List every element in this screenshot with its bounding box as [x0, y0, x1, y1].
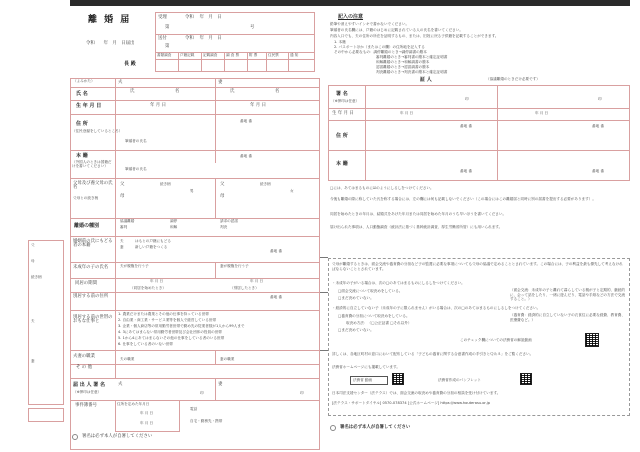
stub-husband: 夫 [31, 319, 35, 323]
witness-row-note: （※押印は任意） [331, 99, 360, 103]
row-name: 氏 名 [76, 91, 88, 97]
video-button-label: 法務省 動画 [353, 378, 373, 382]
occupation-3[interactable]: 3. 企業・個人商店等の常用勤労者世帯で勤め先の従業者数が1人から99人まで [118, 324, 245, 328]
stub-mother: 母 [31, 259, 35, 263]
row-other: そ の 他 [76, 365, 92, 370]
row-return: 婚姻前の氏にもどる者の本籍 [73, 239, 113, 249]
row-signature-note: （※押印は任意） [73, 390, 102, 394]
witness-seal-2: 印 [598, 97, 602, 101]
return-new[interactable]: 新しい戸籍をつくる [135, 245, 168, 249]
qr-code-video2-icon[interactable] [392, 373, 404, 385]
husband-job: 夫の職業 [120, 357, 135, 361]
wife-female: 女 [290, 189, 294, 193]
wife-mother: 母 [220, 194, 225, 199]
address-banchi: 番地 番 [240, 119, 252, 123]
witness-row-dob: 生 年 月 日 [332, 111, 354, 116]
children-text-13: 日本司法支援センター（法テラス）では、面会交流の取決めや養育費の分担の相談を受け付けています。 [332, 391, 501, 395]
honseki-banchi: 番地 番 [240, 154, 252, 158]
stub-father: 父 [31, 243, 35, 247]
row-children: 未成年の子の氏名 [73, 265, 109, 270]
qr-code-video-icon[interactable] [585, 333, 599, 347]
husband-father: 父 [120, 182, 125, 187]
husband-male: 男 [190, 189, 194, 193]
children-text-2[interactable]: □面会交流について取決めをしている。 [338, 289, 403, 293]
form-title: 離 婚 届 [88, 15, 132, 25]
witness-row-name: 署 名 [336, 91, 348, 97]
main-form-box [70, 78, 320, 450]
row-spouse-jobs: 夫妻の職業 [73, 354, 95, 359]
note-3: 1. 本籍 [334, 40, 346, 44]
divorce-type-2[interactable]: 審判 [120, 225, 128, 229]
note-4: 2. パスポートほか（またはこの欄）の住所地を記入する [334, 45, 425, 49]
return-original[interactable]: はもとの戸籍にもどる [135, 239, 171, 243]
received-date: 令和 年 月 日 [185, 15, 222, 20]
divorce-type-0[interactable]: 協議離婚 [120, 219, 135, 223]
sign-husband[interactable]: 夫 [118, 382, 123, 387]
divorce-type-1[interactable]: 調停 [170, 219, 178, 223]
return-husband[interactable]: 夫 [120, 239, 124, 243]
row-address-note: （住民登録をしているところ） [72, 129, 123, 133]
date-box-husband[interactable]: 年 月 日 [140, 411, 154, 415]
witness-hon-banchi-2: 番地 番 [592, 169, 604, 173]
husband-mother: 母 [120, 194, 125, 199]
witness-title: 証 人 [420, 77, 432, 83]
stub-bottom [28, 408, 64, 422]
note-0: 鉛筆や消えやすいインキで書かないでください。 [330, 22, 410, 26]
row-household-work: 別居する前の世帯のおもな仕事と [73, 315, 113, 325]
check-line-2: 同居を始めたときの年月は、結婚式をあげた年月または同居を始めた年月のうち早いほうを書いてください。 [330, 212, 507, 216]
husband-relation: 続き柄 [160, 182, 171, 186]
stub-relation: 続き柄 [31, 275, 42, 279]
kana-label: （よみかた） [73, 79, 95, 83]
husband-given[interactable]: 名 [175, 89, 180, 94]
check-line-1: 今後も離婚の際に称していた氏を称する場合には、左の欄には何も記載しないでください（この場合にはこの離婚届と同時に別の届書を提出する必要があります）。 [330, 197, 596, 201]
occupation-5[interactable]: 5. 1から4にあてはまらないその他の仕事をしている者のいる世帯 [118, 336, 225, 340]
children-husband: 夫が親権を行う子 [120, 264, 149, 268]
note-5: その中から必要なもの：調停離婚のとき→調停調書の謄本 [334, 50, 427, 54]
children-text-14: [法テラス・サポートダイヤル] 0570-078374 [公式ホームページ] https://www.houterasu.or.jp [332, 401, 491, 405]
witness-addr-banchi-2: 番地 番 [592, 124, 604, 128]
children-text-7[interactable]: 取決め方法：（□公正証書 □それ以外） [346, 321, 412, 325]
witness-hon-banchi-1: 番地 番 [460, 169, 472, 173]
date-box-wife[interactable]: 年 月 日 [140, 421, 154, 425]
row-honseki: 本 籍 [76, 153, 88, 159]
row-case-number: 事件簿番号 [75, 403, 97, 408]
wife-given[interactable]: 名 [275, 89, 280, 94]
children-text-3[interactable]: □まだ決めていない。 [338, 296, 374, 300]
children-text-4: （面会交流：未成年の子と離れて暮らしている親が子と定期的、継続的に、会って話をしたり、一緒に遊んだり、電話や手紙などの方法で交流すること。） [510, 288, 625, 302]
witness-dob-1[interactable]: 年 月 日 [400, 111, 414, 115]
address-head: 筆頭者の氏名 [125, 139, 147, 143]
row-divorce-type: 離婚の種別 [74, 223, 100, 229]
wife-job: 妻の職業 [220, 357, 235, 361]
occupation-4[interactable]: 4. 3にあてはまらない常用勤労者世帯及び会社団体の役員の世帯 [118, 330, 222, 334]
check-header-6: 通 知 [290, 53, 299, 57]
wife-col: 妻 [218, 80, 223, 85]
husband-surname[interactable]: 氏 [130, 89, 135, 94]
children-text-5: ・経済的に自立していない子（未成年の子に限られません）がいる場合は、次の□のあてはまるものにしるしをつけてください。 [332, 306, 541, 310]
sign-wife[interactable]: 妻 [218, 382, 223, 387]
witness-addr-banchi-1: 番地 番 [460, 124, 472, 128]
witness-dob-2[interactable]: 年 月 日 [535, 111, 549, 115]
witness-seal-1: 印 [465, 97, 469, 101]
stub-wife: 妻 [31, 359, 35, 363]
children-wife: 妻が親権を行う子 [220, 264, 249, 268]
pamphlet-label: 法務省作成のパンフレット [438, 378, 481, 382]
reception-box [155, 12, 315, 72]
number-suffix: 号 [250, 25, 255, 30]
children-text-6[interactable]: □養育費の分担について取決めをしている。 [338, 314, 410, 318]
children-text-0: 父母が離婚するときは、面会交流や養育費の分担など子の監護に必要な事項についても父母の協議で定めることとされています。この場合には、子の利益を最も優先して考えなければならないこととされています。 [332, 262, 623, 272]
check-header-1: 戸籍記載 [180, 53, 195, 57]
row-dob: 生 年 月 日 [76, 103, 102, 109]
wife-dob[interactable]: 年 月 日 [250, 103, 266, 108]
notes-title: 記入の注意 [338, 14, 364, 20]
check-header-3: 調 査 票 [226, 53, 240, 57]
row-parents-note: 父母との続き柄 [73, 196, 99, 200]
husband-dob[interactable]: 年 月 日 [150, 103, 166, 108]
row-parents: 父母及び養父母の氏名 [73, 181, 113, 191]
wife-surname[interactable]: 氏 [230, 89, 235, 94]
check-header-4: 附 票 [249, 53, 258, 57]
signature-warning-icon [72, 434, 78, 440]
prev-address-banchi: 番地 番 [270, 295, 282, 299]
note-7: 和解離婚のとき→和解調書の謄本 [376, 60, 430, 64]
qr-code-pamphlet-icon[interactable] [520, 373, 532, 385]
received-label: 受理 [158, 15, 167, 20]
children-text-1: ・未成年の子がいる場合は、次の□のあてはまるものにしるしをつけてください。 [332, 281, 465, 285]
witness-box [328, 85, 630, 181]
witness-note: （協議離婚のときだけ必要です） [486, 77, 540, 81]
check-line-3: 届け出られた事項は、人口動態調査（統計法に基づく基幹統計調査、厚生労働省所管）にも用いられます。 [330, 225, 503, 229]
occupation-6[interactable]: 6. 仕事をしている者のいない世帯 [118, 342, 173, 346]
date-box-label: 住所を定めた年月日 [117, 402, 150, 406]
occupation-2[interactable]: 2. 自由業・商工業・サービス業等を個人で経営している世帯 [118, 318, 217, 322]
row-prev-address: 別居する前の住所 [73, 294, 109, 299]
signature-footer-left: 署名は必ず本人が自署してください [82, 434, 153, 439]
check-header-5: 住民票 [268, 53, 279, 57]
sign-seal-1: 印 [200, 391, 204, 395]
note-9: 判決離婚のとき→判決書の謄本と確定証明書 [376, 70, 448, 74]
children-text-12: 法務省ホームページにも掲載しています。 [332, 365, 400, 369]
note-2: 内容入口でも、夫の住所の所在を証明するもの、または、旧姓に戻る子供籍を記載することができます。 [330, 34, 499, 38]
check-header-0: 書類調査 [157, 53, 172, 57]
note-6: 審判離婚のとき→審判書の謄本と確定証明書 [376, 55, 448, 59]
top-bar [70, 0, 630, 6]
wife-father: 父 [220, 182, 225, 187]
honseki-head: 筆頭者の氏名 [125, 167, 147, 171]
children-text-11: 詳しくは、各地区町村の窓口において配布している「子どもの養育に関する合意書作成の手引きとＱ＆Ａ」をご覧ください。 [332, 352, 534, 356]
cohab-date-2[interactable]: 年 月 日 [250, 279, 264, 283]
sent-number: 第 [165, 44, 170, 49]
row-address: 住 所 [76, 121, 88, 127]
phone-label: 電話 [190, 407, 198, 411]
witness-row-address: 住 所 [336, 133, 348, 139]
check-header-2: 記載調査 [203, 53, 218, 57]
cohab-end: （別居したとき） [230, 286, 259, 290]
chief-label: 長 殿 [124, 61, 136, 67]
row-honseki-note: （外国人のときは国籍だけを書いてください） [72, 160, 112, 168]
sent-label: 送付 [158, 36, 167, 41]
number-label: 第 [165, 25, 170, 30]
divorce-type-5[interactable]: 判決 [220, 225, 228, 229]
sign-seal-2: 印 [300, 391, 304, 395]
check-line-0: □には、あてはまるものに☑のようにしるしをつけてください。 [330, 186, 434, 190]
children-text-10: このチェック欄についての法務省の解説動画 [460, 338, 532, 342]
note-8: 認諾離婚のとき→認諾調書の謄本 [376, 65, 430, 69]
divorce-type-3[interactable]: 和解 [170, 225, 178, 229]
husband-col: 夫 [118, 80, 123, 85]
sent-date: 令和 年 月 日 [185, 36, 222, 41]
witness-row-honseki: 本 籍 [336, 161, 348, 167]
children-text-9: （養育費：経済的に自立していない子の衣食住に必要な経費、教育費、医療費など。） [510, 313, 625, 322]
submit-date-label: 令和 年 月 日届出 [86, 41, 135, 46]
signature-footer-right: 署名は必ず本人が自署してください [340, 425, 411, 430]
divorce-type-4[interactable]: 請求の認諾 [220, 219, 238, 223]
row-signature: 届 出 人 署 名 [73, 382, 105, 388]
occupation-1[interactable]: 1. 農業だけまたは農業とその他の仕事を持っている世帯 [118, 312, 209, 316]
contact-label: 自宅・勤務先・携帯 [190, 419, 223, 423]
return-banchi: 番地 番 [270, 249, 282, 253]
wife-relation: 続き柄 [260, 182, 271, 186]
children-text-8[interactable]: □まだ決めていない。 [338, 328, 374, 332]
return-wife[interactable]: 妻 [120, 245, 124, 249]
row-cohab: 同居の期間 [75, 281, 97, 286]
note-1: 筆頭者の氏名欄には、戸籍のはじめに記載されている人の氏名を書いてください。 [330, 28, 463, 32]
cohab-date-1[interactable]: 年 月 日 [150, 279, 164, 283]
signature-warning-right-icon [330, 425, 336, 431]
cohab-start: （同居を始めたとき） [130, 286, 166, 290]
